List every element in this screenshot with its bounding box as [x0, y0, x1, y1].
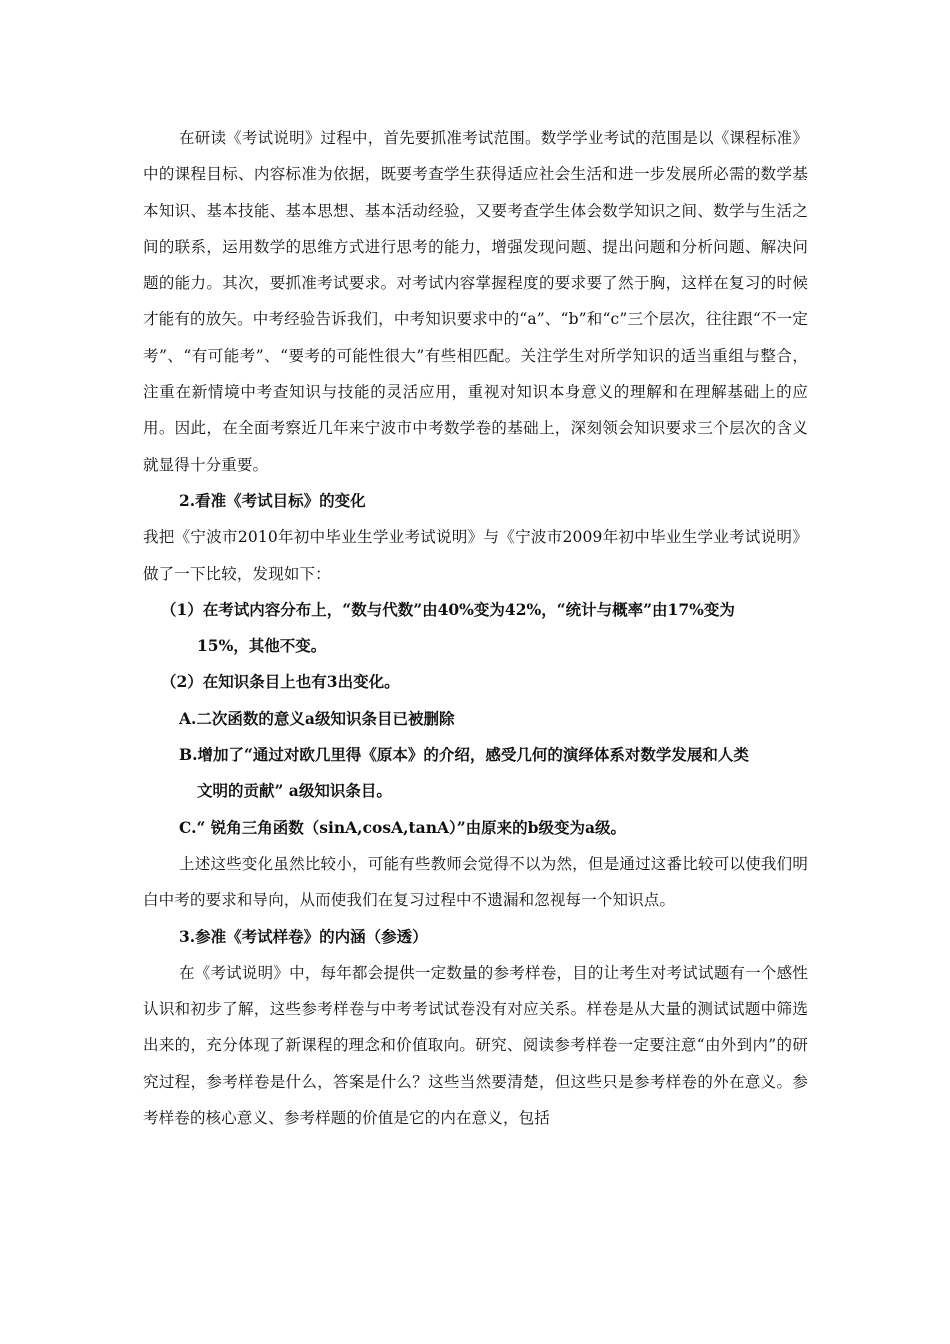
paragraph-exam-scope: 在研读《考试说明》过程中，首先要抓准考试范围。数学学业考试的范围是以《课程标准》中的课程目标、内容标准为依据，既要考查学生获得适应社会生活和进一步发展所必需的数学基本知识、基本技能、基本思想、基本活动经验，又要考查学生体会数学知识之间、数学与生活之间的联系，运用数学的思维方式进行思考的能力，增强发现问题、提出问题和分析问题、解决问题的能力。其次，要抓准考试要求。对考试内容掌握程度的要求要了然于胸，这样在复习的时候才能有的放矢。中考经验告诉我们，中考知识要求中的“a”、“b”和“c”三个层次，往往跟“不一定考”、“有可能考”、“要考的可能性很大”有些相匹配。关注学生对所学知识的适当重组与整合，注重在新情境中考查知识与技能的灵活应用，重视对知识本身意义的理解和在理解基础上的应用。因此，在全面考察近几年来宁波市中考数学卷的基础上，深刻领会知识要求三个层次的含义就显得十分重要。: [143, 129, 808, 474]
sub-item-c: C.“ 锐角三角函数（sinA,cosA,tanA）”由原来的b级变为a级。: [179, 817, 627, 837]
sub-item-b: [143, 737, 808, 810]
list-item-2: （2）在知识条目上也有3出变化。: [161, 672, 400, 692]
list-item-1: [143, 592, 808, 665]
sub-item-a: A.二次函数的意义a级知识条目已被删除: [179, 708, 455, 728]
document-page: [143, 120, 808, 1136]
heading-exam-goals: 2.看准《考试目标》的变化: [179, 490, 366, 510]
heading-sample-papers: 3.参准《考试样卷》的内涵（参透）: [179, 926, 428, 946]
paragraph-comparison: 我把《宁波市2010年初中毕业生学业考试说明》与《宁波市2009年初中毕业生学业考试说明》做了一下比较，发现如下：: [143, 528, 808, 583]
paragraph-summary: 上述这些变化虽然比较小，可能有些教师会觉得不以为然，但是通过这番比较可以使我们明白中考的要求和导向，从而使我们在复习过程中不遗漏和忽视每一个知识点。: [143, 854, 808, 910]
sub-item-b-line2: 文明的贡献” a级知识条目。: [197, 781, 392, 801]
sub-item-b-line1: B.增加了“通过对欧几里得《原本》的介绍，感受几何的演绎体系对数学发展和人类: [179, 745, 749, 765]
list-item-1-line2: 15%，其他不变。: [197, 636, 327, 656]
paragraph-sample-papers: 在《考试说明》中，每年都会提供一定数量的参考样卷，目的让考生对考试试题有一个感性认识和初步了解，这些参考样卷与中考考试试卷没有对应关系。样卷是从大量的测试试题中筛选出来的，充分体现了新课程的理念和价值取向。研究、阅读参考样卷一定要注意“由外到内”的研究过程，参考样卷是什么，答案是什么？这些当然要清楚，但这些只是参考样卷的外在意义。参考样卷的核心意义、参考样题的价值是它的内在意义，包括: [143, 963, 808, 1128]
list-item-1-line1: （1）在考试内容分布上，“数与代数”由40%变为42%，“统计与概率”由17%变为: [161, 599, 735, 619]
